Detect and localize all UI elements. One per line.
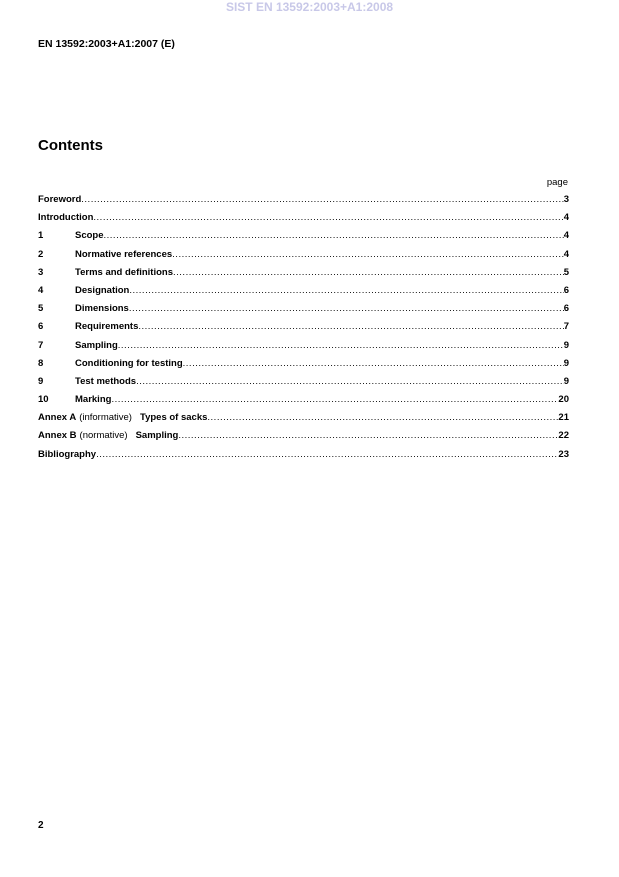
dot-leader — [93, 212, 563, 223]
toc-entry[interactable] — [38, 194, 569, 212]
toc-bibliography[interactable] — [38, 449, 569, 467]
toc-entry[interactable] — [38, 267, 569, 285]
section-number: 4 — [38, 284, 44, 296]
section-title: Normative references — [75, 248, 173, 260]
section-number: 3 — [38, 266, 44, 278]
page-number: 5 — [563, 266, 569, 278]
section-title: Bibliography — [38, 448, 97, 460]
section-number: 9 — [38, 375, 44, 387]
section-title: Conditioning for testing — [75, 357, 183, 369]
dot-leader — [172, 249, 564, 260]
section-title: Sampling — [75, 339, 118, 351]
toc-annex-entry[interactable] — [38, 430, 569, 448]
annex-title: Sampling — [135, 430, 179, 442]
section-title: Scope — [75, 230, 104, 242]
page-number: 4 — [563, 212, 569, 224]
page-number: 9 — [563, 339, 569, 351]
toc-entry[interactable] — [38, 212, 569, 230]
page-number: 6 — [563, 303, 569, 315]
section-number: 1 — [38, 230, 44, 242]
page-number: 22 — [558, 430, 569, 442]
toc-entry[interactable] — [38, 340, 569, 358]
dot-leader — [104, 230, 564, 241]
dot-leader — [129, 285, 563, 296]
annex-type: (normative) — [79, 430, 128, 442]
document-id: EN 13592:2003+A1:2007 (E) — [38, 38, 175, 50]
dot-leader — [129, 303, 564, 314]
section-number: 2 — [38, 248, 44, 260]
toc-entry[interactable] — [38, 376, 569, 394]
page-number: 6 — [563, 284, 569, 296]
section-number: 8 — [38, 357, 44, 369]
dot-leader — [178, 430, 558, 441]
dot-leader — [207, 412, 558, 423]
dot-leader — [138, 321, 563, 332]
dot-leader — [118, 340, 564, 351]
annex-title: Types of sacks — [139, 412, 208, 424]
section-title: Terms and definitions — [75, 266, 174, 278]
page-number: 21 — [558, 412, 569, 424]
annex-label: Annex A — [38, 412, 77, 424]
toc-entry[interactable] — [38, 303, 569, 321]
section-title: Requirements — [75, 321, 139, 333]
dot-leader — [81, 194, 563, 205]
page-number: 2 — [38, 820, 44, 831]
page-title: Contents — [38, 137, 103, 154]
section-title: Test methods — [75, 375, 137, 387]
dot-leader — [96, 449, 558, 460]
dot-leader — [111, 394, 558, 405]
toc-entry[interactable] — [38, 394, 569, 412]
watermark: SIST EN 13592:2003+A1:2008 — [225, 0, 394, 14]
toc-entry[interactable] — [38, 285, 569, 303]
page-number: 9 — [563, 375, 569, 387]
dot-leader — [183, 358, 564, 369]
section-number: 5 — [38, 303, 44, 315]
toc-entry[interactable] — [38, 321, 569, 339]
page-number: 7 — [563, 321, 569, 333]
toc-entry[interactable] — [38, 230, 569, 248]
dot-leader — [136, 376, 564, 387]
section-title: Dimensions — [75, 303, 129, 315]
page-number: 20 — [558, 394, 569, 406]
page-column-header: page — [546, 177, 568, 188]
page-number: 3 — [563, 194, 569, 205]
annex-label: Annex B — [38, 430, 77, 442]
annex-type: (informative) — [79, 412, 132, 424]
dot-leader — [173, 267, 564, 278]
section-title: Designation — [75, 284, 130, 296]
toc-entry[interactable] — [38, 249, 569, 267]
toc-annex-entry[interactable] — [38, 412, 569, 430]
section-number: 7 — [38, 339, 44, 351]
section-number: 10 — [38, 394, 49, 406]
toc-entry[interactable] — [38, 358, 569, 376]
page-number: 9 — [563, 357, 569, 369]
page-number: 4 — [563, 230, 569, 242]
page-number: 23 — [558, 448, 569, 460]
section-title: Introduction — [38, 212, 94, 224]
section-title: Marking — [75, 394, 112, 406]
section-title: Foreword — [38, 194, 82, 205]
page-number: 4 — [563, 248, 569, 260]
section-number: 6 — [38, 321, 44, 333]
table-of-contents — [38, 194, 569, 467]
